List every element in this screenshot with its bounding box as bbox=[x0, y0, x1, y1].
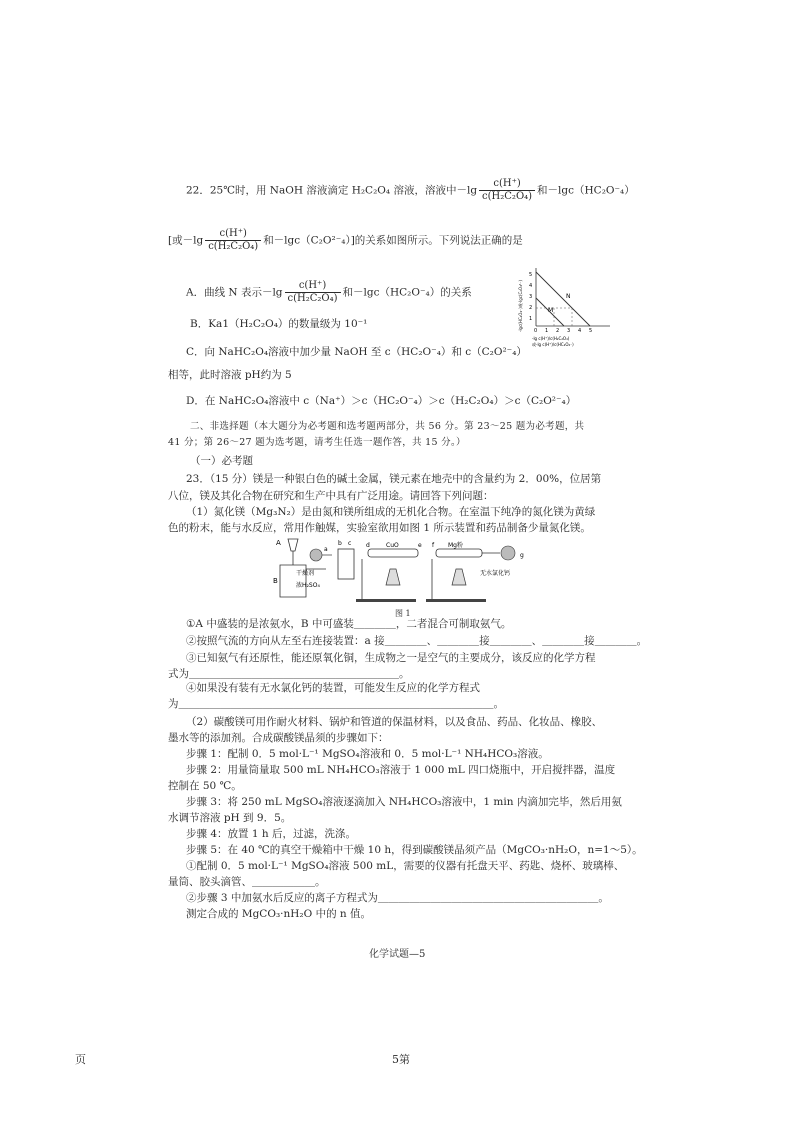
q23-2-item1-line2: 量筒、胶头滴管、＿＿＿＿＿＿。 bbox=[168, 876, 326, 888]
q23-1-item3-line1: ③已知氨气有还原性，能还原氧化铜，生成物之一是空气的主要成分，该反应的化学方程 bbox=[186, 652, 596, 664]
q22-line2-a: [或－lg bbox=[168, 234, 204, 247]
q23-1-item4-line2: 为＿＿＿＿＿＿＿＿＿＿＿＿＿＿＿＿＿＿＿＿＿＿＿＿＿＿＿＿＿＿。 bbox=[168, 698, 504, 710]
port-g: g bbox=[520, 552, 524, 559]
q22-stem-line2 bbox=[168, 228, 523, 253]
y-tick: 1 bbox=[529, 316, 533, 322]
x-axis-label-a: -lg c(H⁺)/c(H₂C₂O₄) bbox=[532, 336, 570, 341]
q23-line2: 八位，镁及其化合物在研究和生产中具有广泛用途。请回答下列问题： bbox=[168, 490, 494, 502]
x-axis-label-b: 或-lg c(H⁺)/c(HC₂O₄⁻) bbox=[532, 342, 574, 347]
option-a-text-a: A．曲线 N 表示－lg bbox=[186, 286, 283, 299]
q23-1-item3-line2: 式为＿＿＿＿＿＿＿＿＿＿＿＿＿＿＿＿＿＿＿＿。 bbox=[168, 668, 410, 680]
y-tick: 3 bbox=[529, 294, 533, 300]
q22-option-c-line1: C．向 NaHC₂O₄溶液中加少量 NaOH 至 c（HC₂O⁻₄）和 c（C₂O²⁻₄） bbox=[186, 346, 527, 358]
port-e: e bbox=[418, 542, 422, 549]
step-1: 步骤 1：配制 0．5 mol·L⁻¹ MgSO₄溶液和 0．5 mol·L⁻¹ NH₄HCO₃溶液。 bbox=[186, 748, 549, 760]
q23-2-item2: ②步骤 3 中加氨水后反应的离子方程式为＿＿＿＿＿＿＿＿＿＿＿＿＿＿＿＿＿＿＿＿＿。 bbox=[186, 892, 609, 904]
q22-intro-a: 22．25℃时，用 NaOH 溶液滴定 H₂C₂O₄ 溶液，溶液中－lg bbox=[186, 184, 478, 197]
footer-page-number: 5第 bbox=[392, 1053, 410, 1066]
step-5: 步骤 5：在 40 ℃的真空干燥箱中干燥 10 h，得到碳酸镁晶须产品（MgCO₃·nH₂O，n=1～5）。 bbox=[186, 844, 643, 856]
port-f: f bbox=[432, 542, 435, 549]
label-conc-h2so4: 浓H₂SO₄ bbox=[296, 582, 320, 589]
q23-line4: 色的粉末，能与水反应，常用作触媒，实验室欲用如图 1 所示装置和药品制备少量氮化镁。 bbox=[168, 522, 591, 534]
q22-option-c-line2: 相等，此时溶液 pH约为 5 bbox=[168, 369, 292, 381]
y-axis-label: -lgc(HC₂O₄⁻)或-lgc(C₂O₄²⁻) bbox=[518, 280, 523, 332]
q23-line1: 23．（15 分）镁是一种银白色的碱土金属，镁元素在地壳中的含量约为 2．00%，位居第 bbox=[186, 473, 602, 485]
drying-tube-bulb bbox=[310, 549, 322, 561]
separatory-funnel bbox=[288, 539, 298, 551]
x-tick: 5 bbox=[589, 328, 593, 334]
label-anhydrous-cacl2: 无水氯化钙 bbox=[480, 570, 511, 577]
stand-base-1 bbox=[356, 599, 416, 602]
option-a-text-b: 和－lgc（HC₂O⁻₄）的关系 bbox=[342, 286, 472, 299]
burner-1 bbox=[386, 569, 400, 585]
q22-line2-fraction bbox=[205, 228, 261, 253]
curve-n-line bbox=[536, 272, 590, 326]
y-tick: 2 bbox=[529, 305, 533, 311]
label-drying-agent: 干燥剂 bbox=[296, 570, 315, 577]
step-2-line1: 步骤 2：用量筒量取 500 mL NH₄HCO₃溶液于 1 000 mL 四口烧瓶中，开启搅拌器，温度 bbox=[186, 764, 616, 776]
option-a-fraction bbox=[285, 280, 341, 305]
q22-option-b: B．Ka1（H₂C₂O₄）的数量级为 10⁻¹ bbox=[190, 318, 368, 330]
x-tick: 3 bbox=[567, 328, 571, 334]
label-mg: Mg粉 bbox=[448, 542, 463, 549]
q23-2-item3: 测定合成的 MgCO₃·nH₂O 中的 n 值。 bbox=[186, 908, 372, 920]
q22-fraction bbox=[479, 178, 535, 203]
wash-bottle bbox=[338, 549, 354, 579]
frac-numerator: c(H⁺) bbox=[479, 178, 535, 191]
q22-line2-b: 和－lgc（C₂O²⁻₄）]的关系如图所示。下列说法正确的是 bbox=[263, 234, 523, 247]
stand-base-2 bbox=[426, 599, 486, 602]
frac-numerator: c(H⁺) bbox=[285, 280, 341, 293]
section2-line1: 二、非选择题（本大题分为必考题和选考题两部分，共 56 分。第 23～25 题为必考题，共 bbox=[190, 421, 585, 432]
port-c: c bbox=[348, 540, 352, 547]
q23-2-item1-line1: ①配制 0．5 mol·L⁻¹ MgSO₄溶液 500 mL，需要的仪器有托盘天平、药匙、烧杯、玻璃棒、 bbox=[186, 860, 625, 872]
section2-subheading: （一）必考题 bbox=[190, 455, 253, 467]
q22-option-d: D．在 NaHC₂O₄溶液中 c（Na⁺）＞c（HC₂O⁻₄）＞c（H₂C₂O₄）＞c（C₂O²⁻₄） bbox=[186, 395, 577, 407]
frac-denominator: c(H₂C₂O₄) bbox=[482, 191, 533, 202]
q23-1-item1: ①A 中盛装的是浓氨水，B 中可盛装＿＿＿＿，二者混合可制取氨气。 bbox=[186, 618, 512, 630]
page-subject-label: 化学试题—5 bbox=[369, 949, 426, 960]
frac-denominator: c(H₂C₂O₄) bbox=[287, 293, 338, 304]
frac-denominator: c(H₂C₂O₄) bbox=[208, 241, 259, 252]
burner-2 bbox=[452, 569, 466, 585]
frac-numerator: c(H⁺) bbox=[205, 228, 261, 241]
curve-n-label: N bbox=[566, 293, 571, 300]
q22-option-a bbox=[186, 280, 472, 305]
q23-line3: （1）氮化镁（Mg₃N₂）是由氮和镁所组成的无机化合物。在室温下纯净的氮化镁为黄绿 bbox=[186, 506, 596, 518]
label-a: A bbox=[276, 539, 281, 547]
q23-2-line2: 墨水等的添加剂。合成碳酸镁晶须的步骤如下： bbox=[168, 732, 389, 744]
q22-graph bbox=[514, 262, 614, 348]
q23-1-item2: ②按照气流的方向从左至右连接装置：a 接＿＿＿＿、＿＿＿＿接＿＿＿＿、＿＿＿＿接＿＿＿＿。 bbox=[186, 635, 648, 647]
curve-m-label: M bbox=[548, 307, 554, 314]
cacl2-tube-bulb bbox=[501, 546, 515, 560]
q22-intro-b: 和－lgc（HC₂O⁻₄） bbox=[537, 184, 635, 197]
y-tick: 4 bbox=[529, 283, 533, 289]
x-tick: 4 bbox=[578, 328, 582, 334]
q22-stem-line1 bbox=[186, 178, 635, 203]
label-cuo: CuO bbox=[386, 542, 399, 549]
cuo-tube bbox=[368, 549, 418, 557]
step-4: 步骤 4：放置 1 h 后，过滤，洗涤。 bbox=[186, 828, 356, 840]
footer-left-text: 页 bbox=[75, 1053, 86, 1066]
step-3-line2: 水调节溶液 pH 到 9．5。 bbox=[168, 812, 292, 824]
q23-1-item4-line1: ④如果没有装有无水氯化钙的装置，可能发生反应的化学方程式 bbox=[186, 682, 480, 694]
section2-line2: 41 分；第 26～27 题为选考题，请考生任选一题作答，共 15 分。） bbox=[168, 437, 466, 448]
figure-caption: 图 1 bbox=[395, 609, 411, 618]
step-3-line1: 步骤 3：将 250 mL MgSO₄溶液逐滴加入 NH₄HCO₃溶液中，1 min 内滴加完毕，然后用氨 bbox=[186, 796, 622, 808]
mg-tube bbox=[436, 549, 482, 557]
port-b: b bbox=[338, 540, 342, 547]
step-2-line2: 控制在 50 ℃。 bbox=[168, 780, 242, 792]
y-tick: 5 bbox=[529, 272, 533, 278]
x-tick: 1 bbox=[545, 328, 549, 334]
port-d: d bbox=[366, 542, 370, 549]
label-b: B bbox=[273, 577, 278, 585]
apparatus-figure bbox=[268, 535, 548, 617]
q23-2-line1: （2）碳酸镁可用作耐火材料、锅炉和管道的保温材料，以及食品、药品、化妆品、橡胶、 bbox=[186, 716, 603, 728]
port-a: a bbox=[324, 546, 328, 553]
x-tick: 0 bbox=[534, 328, 538, 334]
x-tick: 2 bbox=[556, 328, 560, 334]
